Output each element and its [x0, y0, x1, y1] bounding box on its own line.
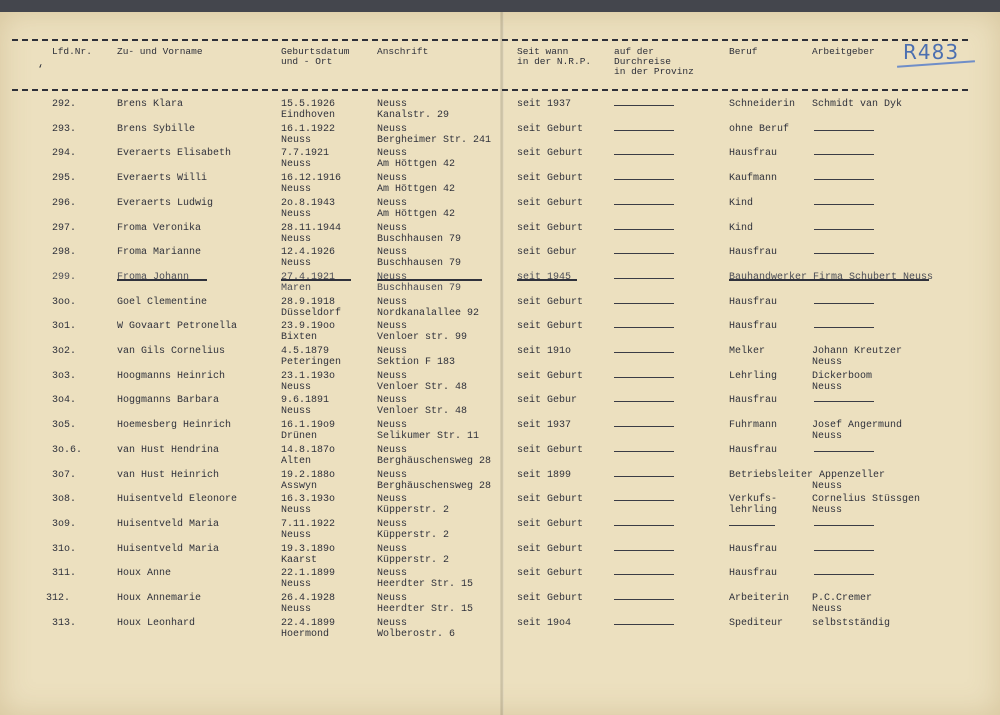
cell-beruf: Hausfrau: [729, 247, 778, 259]
cell-anschrift: Neuss Am Höttgen 42: [377, 148, 456, 171]
cell-name: van Gils Cornelius: [117, 346, 226, 357]
cell-lfd-nr: 31o.: [52, 543, 77, 555]
cell-durchreise-dash: [614, 451, 674, 452]
table-row: [0, 173, 1000, 197]
cell-beruf: Fuhrmann: [729, 420, 778, 432]
cell-anschrift: Neuss Buschhausen 79: [377, 222, 462, 245]
col-header-geburt-1: Geburtsdatum: [281, 46, 350, 57]
cell-geburt: 22.4.1899 Hoermond: [281, 617, 336, 640]
col-header-durchreise-1: auf der: [614, 46, 654, 57]
cell-beruf: Betriebsleiter Appenzeller: [729, 469, 886, 481]
cell-anschrift: Neuss Heerdter Str. 15: [377, 593, 474, 615]
cell-name: Houx Annemarie: [117, 593, 202, 604]
cell-beruf: Lehrling: [729, 370, 778, 382]
cell-lfd-nr: 295.: [52, 173, 77, 185]
cell-anschrift: Neuss Wolberostr. 6: [377, 617, 456, 640]
table-row: [0, 395, 1000, 419]
cell-geburt: 16.1.1922 Neuss: [281, 123, 336, 146]
cell-lfd-nr: 297.: [52, 222, 77, 234]
table-row: [0, 99, 1000, 123]
col-header-name: Zu- und Vorname: [117, 46, 203, 57]
cell-anschrift: Neuss Venloer Str. 48: [377, 395, 468, 418]
cell-arbeitgeber: Dickerboom Neuss: [812, 370, 873, 393]
cell-seit: seit Geburt: [517, 494, 584, 506]
cell-anschrift: Neuss Kanalstr. 29: [377, 99, 450, 121]
strikethrough-line: [517, 279, 577, 281]
cell-seit: seit Geburt: [517, 173, 584, 185]
cell-geburt: 9.6.1891 Neuss: [281, 395, 330, 418]
cell-anschrift: Neuss Venloer str. 99: [377, 321, 468, 344]
cell-geburt: 15.5.1926 Eindhoven: [281, 99, 336, 121]
cell-lfd-nr: 3o7.: [52, 469, 77, 481]
col-header-beruf: Beruf: [729, 46, 758, 57]
cell-seit: seit Gebur: [517, 247, 578, 259]
cell-lfd-nr: 293.: [52, 123, 77, 135]
cell-anschrift: Neuss Bergheimer Str. 241: [377, 123, 492, 146]
cell-arbeitgeber-dash: [814, 327, 874, 328]
cell-arbeitgeber: Cornelius Stüssgen Neuss: [812, 494, 921, 517]
cell-arbeitgeber-dash: [814, 303, 874, 304]
cell-seit: seit 19o4: [517, 617, 572, 629]
strikethrough-line: [729, 279, 929, 281]
cell-durchreise-dash: [614, 574, 674, 575]
cell-anschrift: Neuss Venloer Str. 48: [377, 370, 468, 393]
cell-lfd-nr: 3oo.: [52, 296, 77, 308]
cell-anschrift: Neuss Nordkanalallee 92: [377, 296, 480, 319]
table-row: [0, 420, 1000, 444]
col-header-durchreise-3: in der Provinz: [614, 66, 694, 77]
cell-geburt: 22.1.1899 Neuss: [281, 568, 336, 591]
cell-anschrift: Neuss Selikumer Str. 11: [377, 420, 480, 443]
cell-name: Brens Klara: [117, 99, 184, 110]
table-row: [0, 593, 1000, 617]
cell-seit: seit Geburt: [517, 222, 584, 234]
cell-durchreise-dash: [614, 401, 674, 402]
cell-durchreise-dash: [614, 130, 674, 131]
cell-durchreise-dash: [614, 352, 674, 353]
table-row: [0, 494, 1000, 518]
cell-seit: seit 191o: [517, 346, 572, 357]
table-row: [0, 346, 1000, 370]
cell-geburt: 2o.8.1943 Neuss: [281, 197, 336, 220]
cell-arbeitgeber-dash: [814, 204, 874, 205]
cell-lfd-nr: 299.: [52, 271, 77, 283]
cell-beruf: Schneiderin: [729, 99, 796, 110]
cell-seit: seit Geburt: [517, 197, 584, 209]
cell-lfd-nr: 3o9.: [52, 518, 77, 530]
cell-lfd-nr: 3o3.: [52, 370, 77, 382]
strikethrough-line: [281, 279, 351, 281]
table-row: [0, 272, 1000, 296]
cell-seit: seit Geburt: [517, 593, 584, 604]
cell-name: Houx Leonhard: [117, 617, 196, 629]
cell-anschrift: Neuss Küpperstr. 2: [377, 518, 450, 541]
cell-durchreise-dash: [614, 105, 674, 106]
cell-durchreise-dash: [614, 426, 674, 427]
cell-durchreise-dash: [614, 229, 674, 230]
cell-durchreise-dash: [614, 327, 674, 328]
table-row: [0, 519, 1000, 543]
cell-durchreise-dash: [614, 599, 674, 600]
cell-lfd-nr: 3o1.: [52, 321, 77, 333]
table-row: [0, 321, 1000, 345]
cell-geburt: 28.11.1944 Neuss: [281, 222, 342, 245]
cell-arbeitgeber-dash: [814, 229, 874, 230]
cell-beruf: Hausfrau: [729, 148, 778, 160]
cell-lfd-nr: 296.: [52, 197, 77, 209]
strikethrough-line: [117, 279, 207, 281]
cell-geburt: 12.4.1926 Neuss: [281, 247, 336, 270]
cell-name: van Hust Hendrina: [117, 444, 220, 456]
cell-durchreise-dash: [614, 476, 674, 477]
cell-geburt: 7.7.1921 Neuss: [281, 148, 330, 171]
col-header-durchreise-2: Durchreise: [614, 56, 672, 67]
header-bottom-rule: [12, 89, 968, 91]
cell-anschrift: Neuss Sektion F 183: [377, 346, 456, 368]
cell-beruf: Verkufs- lehrling: [729, 494, 778, 517]
cell-arbeitgeber-dash: [814, 253, 874, 254]
cell-lfd-nr: 3o8.: [52, 494, 77, 506]
cell-seit: seit 1937: [517, 99, 572, 110]
cell-beruf: Hausfrau: [729, 444, 778, 456]
cell-seit: seit 1945: [517, 271, 572, 283]
cell-name: Hoemesberg Heinrich: [117, 420, 232, 432]
cell-lfd-nr: 3o.6.: [52, 444, 83, 456]
cell-arbeitgeber-dash: [814, 401, 874, 402]
cell-arbeitgeber-dash: [814, 451, 874, 452]
cell-geburt: 14.8.187o Alten: [281, 444, 336, 467]
cell-geburt: 16.3.193o Neuss: [281, 494, 336, 517]
cell-beruf: Arbeiterin: [729, 593, 790, 604]
cell-geburt: 16.12.1916 Neuss: [281, 173, 342, 196]
cell-beruf: Hausfrau: [729, 543, 778, 555]
cell-lfd-nr: 298.: [52, 247, 77, 259]
cell-anschrift: Neuss Am Höttgen 42: [377, 173, 456, 196]
cell-anschrift: Neuss Heerdter Str. 15: [377, 568, 474, 591]
cell-geburt: 28.9.1918 Düsseldorf: [281, 296, 342, 319]
cell-anschrift: Neuss Am Höttgen 42: [377, 197, 456, 220]
cell-name: Everaerts Elisabeth: [117, 148, 232, 160]
table-row: [0, 148, 1000, 172]
cell-lfd-nr: 312.: [46, 593, 71, 604]
cell-lfd-nr: 313.: [52, 617, 77, 629]
cell-geburt: 23.9.19oo Bixten: [281, 321, 336, 344]
cell-name: Everaerts Ludwig: [117, 197, 214, 209]
cell-geburt: 19.3.189o Kaarst: [281, 543, 336, 566]
cell-name: Froma Marianne: [117, 247, 202, 259]
cell-name: Huisentveld Maria: [117, 543, 220, 555]
cell-beruf-dash: [729, 525, 775, 526]
archive-stamp: R483: [903, 40, 960, 64]
margin-tick: ‘: [37, 64, 44, 76]
cell-seit: seit Geburt: [517, 123, 584, 135]
cell-beruf: Hausfrau: [729, 395, 778, 407]
cell-anschrift: Neuss Berghäuschensweg 28: [377, 469, 492, 492]
cell-arbeitgeber-dash: [814, 550, 874, 551]
cell-name: Hoogmanns Heinrich: [117, 370, 226, 382]
cell-geburt: 7.11.1922 Neuss: [281, 518, 336, 541]
col-header-arbeitgeber: Arbeitgeber: [812, 46, 875, 57]
cell-name: Huisentveld Eleonore: [117, 494, 238, 506]
cell-name: Froma Johann: [117, 271, 190, 283]
cell-name: W Govaart Petronella: [117, 321, 238, 333]
cell-name: Houx Anne: [117, 568, 172, 580]
table-row: [0, 223, 1000, 247]
cell-beruf: Kind: [729, 222, 754, 234]
cell-seit: seit Geburt: [517, 568, 584, 580]
cell-seit: seit 1899: [517, 469, 572, 481]
cell-seit: seit Geburt: [517, 444, 584, 456]
cell-durchreise-dash: [614, 624, 674, 625]
cell-lfd-nr: 294.: [52, 148, 77, 160]
cell-durchreise-dash: [614, 550, 674, 551]
cell-name: Brens Sybille: [117, 123, 196, 135]
cell-arbeitgeber: P.C.Cremer Neuss: [812, 593, 873, 615]
col-header-geburt-2: und - Ort: [281, 56, 333, 67]
cell-durchreise-dash: [614, 253, 674, 254]
cell-name: Hoggmanns Barbara: [117, 395, 220, 407]
cell-seit: seit Geburt: [517, 543, 584, 555]
table-row: [0, 371, 1000, 395]
cell-arbeitgeber: Johann Kreutzer Neuss: [812, 346, 903, 368]
cell-beruf: Melker: [729, 346, 766, 357]
cell-anschrift: Neuss Berghäuschensweg 28: [377, 444, 492, 467]
strikethrough-line: [377, 279, 482, 281]
cell-lfd-nr: 3o2.: [52, 346, 77, 357]
table-row: [0, 198, 1000, 222]
col-header-seit-2: in der N.R.P.: [517, 56, 592, 67]
table-row: [0, 618, 1000, 642]
cell-seit: seit 1937: [517, 420, 572, 432]
cell-arbeitgeber-dash: [814, 179, 874, 180]
cell-durchreise-dash: [614, 278, 674, 279]
col-header-lfd: Lfd.Nr.: [52, 46, 92, 57]
cell-durchreise-dash: [614, 377, 674, 378]
cell-seit: seit Geburt: [517, 518, 584, 530]
cell-anschrift: Neuss Buschhausen 79: [377, 247, 462, 270]
table-row: [0, 297, 1000, 321]
cell-geburt: 16.1.19o9 Drünen: [281, 420, 336, 443]
cell-name: Huisentveld Maria: [117, 518, 220, 530]
cell-durchreise-dash: [614, 179, 674, 180]
cell-durchreise-dash: [614, 500, 674, 501]
cell-arbeitgeber-dash: [814, 525, 874, 526]
cell-seit: seit Geburt: [517, 296, 584, 308]
cell-beruf: Kaufmann: [729, 173, 778, 185]
cell-lfd-nr: 3o5.: [52, 420, 77, 432]
table-row: [0, 445, 1000, 469]
cell-beruf: Spediteur: [729, 617, 784, 629]
cell-beruf: Bauhandwerker Firma Schubert Neuss: [729, 271, 934, 283]
cell-name: Everaerts Willi: [117, 173, 208, 185]
cell-name: Froma Veronika: [117, 222, 202, 234]
cell-durchreise-dash: [614, 154, 674, 155]
cell-seit: seit Gebur: [517, 395, 578, 407]
cell-name: van Hust Heinrich: [117, 469, 220, 481]
header-top-rule: [12, 39, 968, 41]
cell-lfd-nr: 3o4.: [52, 395, 77, 407]
table-row: [0, 568, 1000, 592]
cell-lfd-nr: 292.: [52, 99, 77, 110]
table-row: [0, 124, 1000, 148]
col-header-anschrift: Anschrift: [377, 46, 429, 57]
cell-beruf: Hausfrau: [729, 296, 778, 308]
cell-durchreise-dash: [614, 525, 674, 526]
cell-arbeitgeber-dash: [814, 154, 874, 155]
cell-lfd-nr: 311.: [52, 568, 77, 580]
cell-durchreise-dash: [614, 204, 674, 205]
cell-arbeitgeber: Schmidt van Dyk: [812, 99, 903, 110]
col-header-seit-1: Seit wann: [517, 46, 569, 57]
cell-beruf: Kind: [729, 197, 754, 209]
table-row: [0, 247, 1000, 271]
cell-seit: seit Geburt: [517, 321, 584, 333]
cell-anschrift: Neuss Küpperstr. 2: [377, 543, 450, 566]
cell-arbeitgeber: Neuss: [812, 480, 843, 492]
cell-geburt: 26.4.1928 Neuss: [281, 593, 336, 615]
cell-beruf: Hausfrau: [729, 568, 778, 580]
cell-beruf: ohne Beruf: [729, 123, 790, 135]
cell-anschrift: Neuss Buschhausen 79: [377, 271, 462, 294]
cell-geburt: 4.5.1879 Peteringen: [281, 346, 342, 368]
cell-arbeitgeber-dash: [814, 574, 874, 575]
cell-name: Goel Clementine: [117, 296, 208, 308]
cell-durchreise-dash: [614, 303, 674, 304]
cell-seit: seit Geburt: [517, 370, 584, 382]
table-row: [0, 470, 1000, 494]
cell-anschrift: Neuss Küpperstr. 2: [377, 494, 450, 517]
cell-arbeitgeber: selbstständig: [812, 617, 891, 629]
cell-beruf: Hausfrau: [729, 321, 778, 333]
cell-geburt: 19.2.188o Asswyn: [281, 469, 336, 492]
cell-seit: seit Geburt: [517, 148, 584, 160]
cell-arbeitgeber-dash: [814, 130, 874, 131]
cell-geburt: 23.1.193o Neuss: [281, 370, 336, 393]
cell-arbeitgeber: Josef Angermund Neuss: [812, 420, 903, 443]
cell-geburt: 27.4.1921 Maren: [281, 271, 336, 294]
table-row: [0, 544, 1000, 568]
